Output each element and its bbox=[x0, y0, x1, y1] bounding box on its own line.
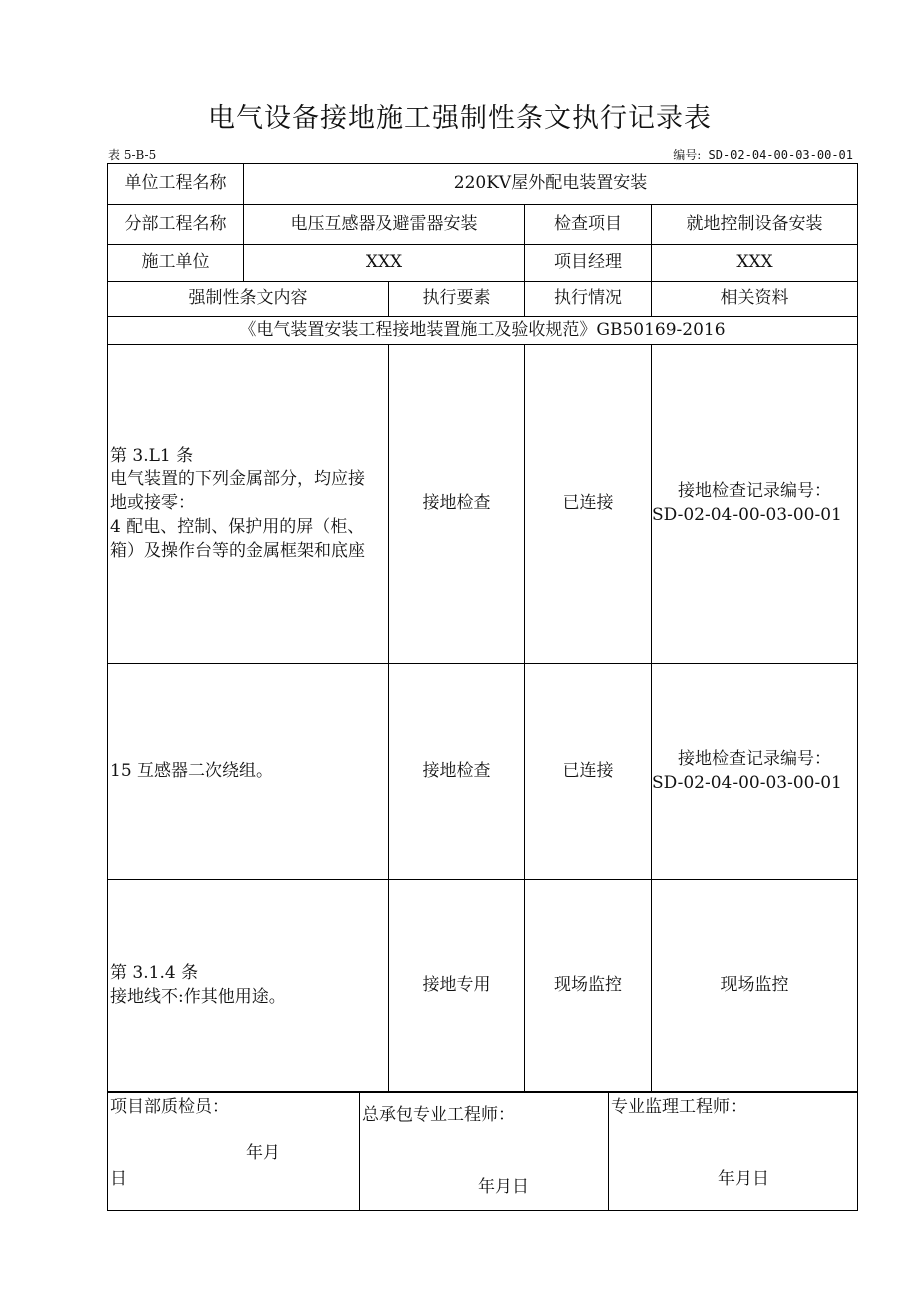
construction-unit-label: 施工单位 bbox=[108, 245, 244, 282]
sub-project-value: 电压互感器及避雷器安装 bbox=[244, 205, 525, 245]
inspector-date-d: 日 bbox=[110, 1169, 127, 1189]
table-row bbox=[108, 345, 858, 664]
project-manager-value: XXX bbox=[652, 245, 858, 282]
unit-project-label: 单位工程名称 bbox=[108, 164, 244, 205]
project-manager-label: 项目经理 bbox=[525, 245, 652, 282]
execution-status: 已连接 bbox=[525, 345, 652, 664]
column-header-reference: 相关资料 bbox=[652, 282, 858, 317]
supervisor-signature-cell bbox=[609, 1092, 858, 1211]
clause-line: 第 3.L1 条 bbox=[110, 445, 194, 466]
clause-line: 4 配电、控制、保护用的屏（柜、 bbox=[110, 516, 365, 537]
execution-element: 接地专用 bbox=[389, 880, 525, 1093]
serial-number: SD-02-04-00-03-00-01 bbox=[708, 148, 853, 162]
clause-line: 第 3.1.4 条 bbox=[110, 963, 199, 984]
clause-line: 电气装置的下列金属部分，均应接 bbox=[110, 469, 365, 490]
serial-label: 编号: bbox=[673, 148, 702, 162]
clause-content bbox=[108, 664, 389, 880]
inspector-signature-cell bbox=[108, 1092, 360, 1211]
engineer-signature-cell bbox=[360, 1092, 609, 1211]
form-code: 表 5-B-5 bbox=[108, 148, 157, 162]
standard-name: 《电气装置安装工程接地装置施工及验收规范》GB50169-2016 bbox=[108, 317, 858, 345]
record-table bbox=[107, 163, 858, 1093]
column-header-content: 强制性条文内容 bbox=[108, 282, 389, 317]
engineer-date: 年月日 bbox=[478, 1177, 529, 1197]
reference-line: SD-02-04-00-03-00-01 bbox=[652, 505, 842, 525]
inspector-date-ym: 年月 bbox=[246, 1143, 280, 1163]
clause-line: 接地线不:作其他用途。 bbox=[110, 987, 286, 1007]
inspector-label: 项目部质检员： bbox=[110, 1097, 229, 1117]
clause-line: 15 互感器二次绕组。 bbox=[110, 760, 274, 781]
table-row bbox=[108, 664, 858, 880]
page-title: 电气设备接地施工强制性条文执行记录表 bbox=[208, 103, 712, 134]
supervisor-label: 专业监理工程师： bbox=[611, 1097, 747, 1117]
execution-element: 接地检查 bbox=[389, 664, 525, 880]
sub-project-label: 分部工程名称 bbox=[108, 205, 244, 245]
column-header-element: 执行要素 bbox=[389, 282, 525, 317]
reference-doc: 现场监控 bbox=[652, 880, 858, 1093]
reference-doc bbox=[652, 664, 858, 880]
supervisor-date: 年月日 bbox=[718, 1169, 769, 1189]
inspection-item-value: 就地控制设备安装 bbox=[652, 205, 858, 245]
inspection-item-label: 检查项目 bbox=[525, 205, 652, 245]
table-row bbox=[108, 880, 858, 1093]
reference-line: SD-02-04-00-03-00-01 bbox=[652, 772, 842, 793]
clause-content bbox=[108, 345, 389, 664]
construction-unit-value: XXX bbox=[244, 245, 525, 282]
column-header-status: 执行情况 bbox=[525, 282, 652, 317]
unit-project-value: 220KV屋外配电装置安装 bbox=[244, 164, 858, 205]
reference-doc bbox=[652, 345, 858, 664]
engineer-label: 总承包专业工程师： bbox=[362, 1105, 515, 1125]
reference-line: 接地检查记录编号： bbox=[678, 748, 831, 769]
serial-number-line bbox=[673, 146, 853, 163]
clause-line: 地或接零： bbox=[110, 493, 195, 514]
clause-line: 箱）及操作台等的金属框架和底座 bbox=[110, 540, 365, 561]
execution-status: 现场监控 bbox=[525, 880, 652, 1093]
signature-table bbox=[107, 1091, 858, 1211]
execution-element: 接地检查 bbox=[389, 345, 525, 664]
reference-line: 接地检查记录编号： bbox=[678, 481, 831, 502]
clause-content bbox=[108, 880, 389, 1093]
execution-status: 已连接 bbox=[525, 664, 652, 880]
